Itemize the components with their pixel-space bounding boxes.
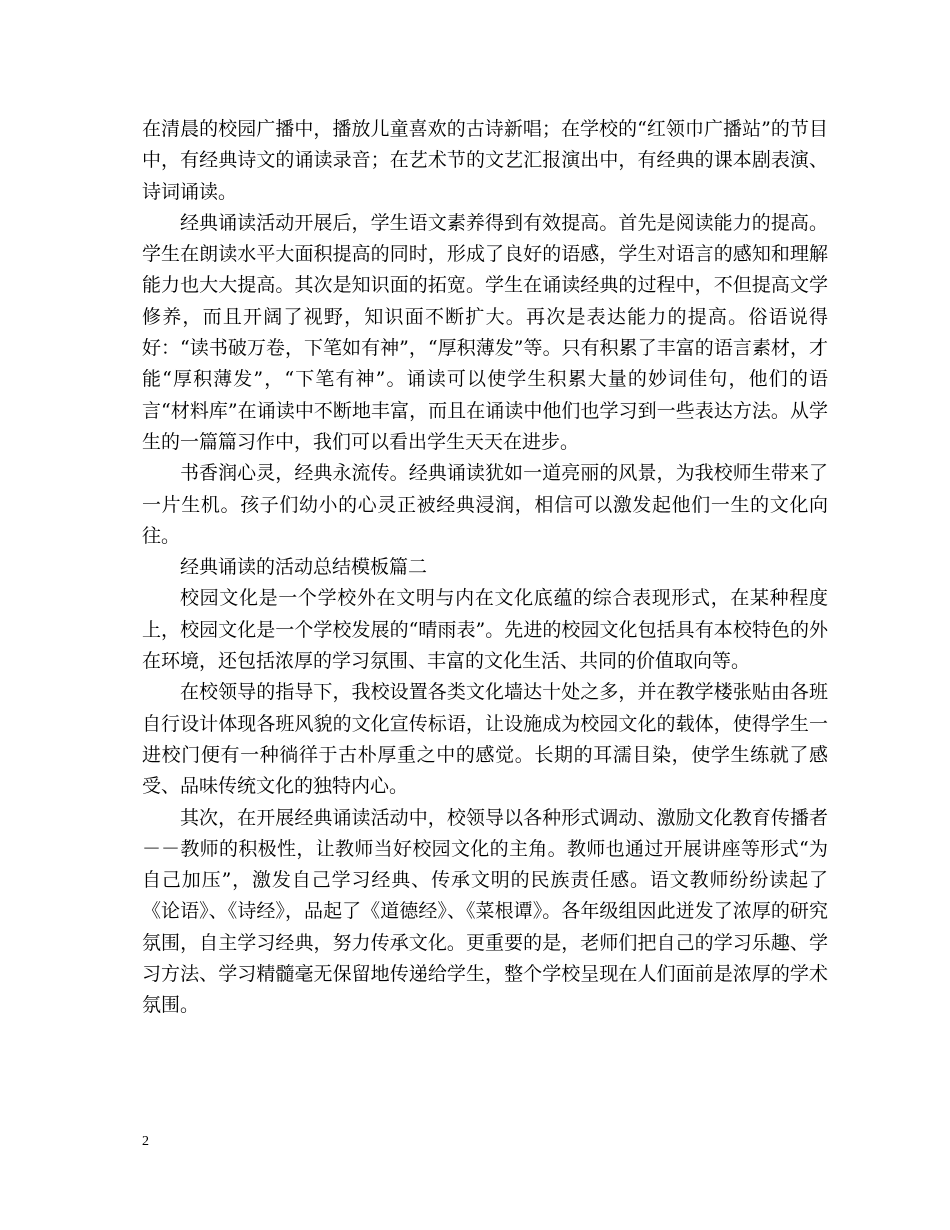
- document-body: [142, 114, 828, 1022]
- page-number: 2: [142, 1134, 149, 1149]
- paragraph-3: 书香润心灵，经典永流传。经典诵读犹如一道亮丽的风景，为我校师生带来了一片生机。孩子们幼小的心灵正被经典浸润，相信可以激发起他们一生的文化向往。: [142, 462, 828, 547]
- paragraph-4: 校园文化是一个学校外在文明与内在文化底蕴的综合表现形式，在某种程度上，校园文化是一个学校发展的“晴雨表”。先进的校园文化包括具有本校特色的外在环境，还包括浓厚的学习氛围、丰富的文化生活、共同的价值取向等。: [142, 587, 828, 673]
- section-heading: 经典诵读的活动总结模板篇二: [180, 556, 428, 579]
- paragraph-2: 经典诵读活动开展后，学生语文素养得到有效提高。首先是阅读能力的提高。学生在朗读水平大面积提高的同时，形成了良好的语感，学生对语言的感知和理解能力也大大提高。其次是知识面的拓宽。学生在诵读经典的过程中，不但提高文学修养，而且开阔了视野，知识面不断扩大。再次是表达能力的提高。俗语说得好：“读书破万卷，下笔如有神”，“厚积薄发”等。只有积累了丰富的语言素材，才能“厚积薄发”，“下笔有神”。诵读可以使学生积累大量的妙词佳句，他们的语言“材料库”在诵读中不断地丰富，而且在诵读中他们也学习到一些表达方法。从学生的一篇篇习作中，我们可以看出学生天天在进步。: [142, 211, 828, 453]
- paragraph-6: 其次，在开展经典诵读活动中，校领导以各种形式调动、激励文化教育传播者－－教师的积极性，让教师当好校园文化的主角。教师也通过开展讲座等形式“为自己加压”，激发自己学习经典、传承文明的民族责任感。语文教师纷纷读起了《论语》、《诗经》，品起了《道德经》、《菜根谭》。各年级组因此迸发了浓厚的研究氛围，自主学习经典，努力传承文化。更重要的是，老师们把自己的学习乐趣、学习方法、学习精髓毫无保留地传递给学生，整个学校呈现在人们面前是浓厚的学术氛围。: [142, 806, 828, 1017]
- paragraph-1: 在清晨的校园广播中，播放儿童喜欢的古诗新唱；在学校的“红领巾广播站”的节目中，有经典诗文的诵读录音；在艺术节的文艺汇报演出中，有经典的课本剧表演、诗词诵读。: [142, 118, 828, 203]
- paragraph-5: 在校领导的指导下，我校设置各类文化墙达十处之多，并在教学楼张贴由各班自行设计体现各班风貌的文化宣传标语，让设施成为校园文化的载体，使得学生一进校门便有一种徜徉于古朴厚重之中的感觉。长期的耳濡目染，使学生练就了感受、品味传统文化的独特内心。: [142, 681, 828, 798]
